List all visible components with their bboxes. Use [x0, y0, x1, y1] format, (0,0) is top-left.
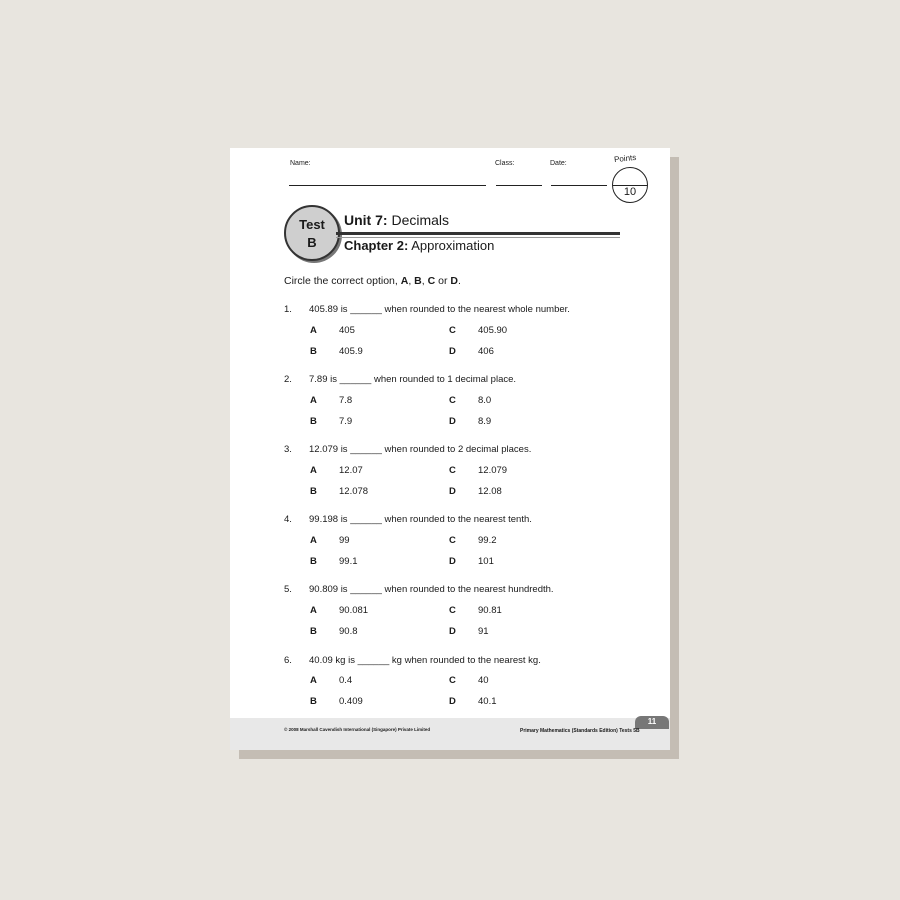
option-value: 405 [339, 325, 355, 336]
instruction-option-c: C [427, 275, 436, 287]
option-value: 405.90 [478, 325, 508, 336]
unit-name: Decimals [391, 212, 450, 228]
option-label[interactable]: A [310, 325, 317, 336]
option-value: 91 [478, 626, 489, 637]
option-label[interactable]: A [310, 465, 317, 476]
chapter-title [344, 238, 494, 253]
points-circle [612, 167, 648, 203]
points-label: Points [613, 152, 637, 165]
option-value: 101 [478, 556, 494, 567]
option-value: 12.07 [339, 465, 363, 476]
option-label[interactable]: C [449, 605, 456, 616]
question-text: 7.89 is ______ when rounded to 1 decimal place. [309, 374, 517, 385]
option-value: 7.9 [339, 416, 353, 427]
option-value: 8.0 [478, 395, 492, 406]
unit-title [344, 212, 449, 228]
option-label[interactable]: C [449, 535, 456, 546]
instruction-option-b: B [414, 275, 422, 287]
question-number: 2. [284, 374, 292, 385]
question-text: 40.09 kg is ______ kg when rounded to the nearest kg. [309, 655, 541, 666]
option-label[interactable]: A [310, 605, 317, 616]
question-text: 405.89 is ______ when rounded to the nearest whole number. [309, 304, 570, 315]
option-label[interactable]: D [449, 556, 456, 567]
option-label[interactable]: B [310, 346, 317, 357]
question-text: 12.079 is ______ when rounded to 2 decimal places. [309, 444, 532, 455]
unit-label: Unit 7: [344, 212, 388, 228]
option-value: 12.078 [339, 486, 369, 497]
option-value: 99 [339, 535, 350, 546]
option-value: 405.9 [339, 346, 363, 357]
class-label: Class: [495, 160, 515, 167]
date-line [551, 185, 607, 186]
worksheet-page [230, 148, 670, 750]
question-number: 6. [284, 655, 292, 666]
points-value: 10 [623, 186, 637, 198]
option-label[interactable]: D [449, 416, 456, 427]
option-value: 40.1 [478, 696, 497, 707]
question-text: 90.809 is ______ when rounded to the nearest hundredth. [309, 584, 554, 595]
instruction-sep3: or [435, 275, 451, 287]
option-value: 40 [478, 675, 489, 686]
instruction-option-d: D [450, 275, 458, 287]
option-label[interactable]: C [449, 465, 456, 476]
option-value: 12.08 [478, 486, 502, 497]
option-label[interactable]: D [449, 696, 456, 707]
option-label[interactable]: B [310, 556, 317, 567]
option-label[interactable]: B [310, 626, 317, 637]
question-number: 5. [284, 584, 292, 595]
option-label[interactable]: D [449, 486, 456, 497]
question-number: 3. [284, 444, 292, 455]
instruction-text [284, 275, 461, 287]
option-label[interactable]: C [449, 675, 456, 686]
instruction-option-a: A [400, 275, 409, 287]
badge-test-letter: B [307, 235, 317, 250]
chapter-name: Approximation [411, 238, 495, 253]
instruction-suffix: . [457, 275, 461, 287]
option-value: 90.081 [339, 605, 369, 616]
option-value: 0.4 [339, 675, 353, 686]
question-number: 4. [284, 514, 292, 525]
option-label[interactable]: B [310, 416, 317, 427]
copyright-text: © 2008 Marshall Cavendish International (Singapore) Private Limited [284, 727, 431, 732]
option-value: 7.8 [339, 395, 353, 406]
question-text: 99.198 is ______ when rounded to the nearest tenth. [309, 514, 532, 525]
class-line [496, 185, 542, 186]
badge-test-label: Test [299, 217, 325, 232]
test-badge [284, 205, 340, 261]
option-value: 406 [478, 346, 494, 357]
series-title: Primary Mathematics (Standards Edition) Tests 5B [520, 728, 640, 734]
option-label[interactable]: A [310, 395, 317, 406]
instruction-sep1: , [408, 275, 415, 287]
chapter-label: Chapter 2: [344, 238, 409, 253]
option-value: 90.81 [478, 605, 502, 616]
date-label: Date: [550, 160, 567, 167]
page-number: 11 [647, 717, 657, 726]
option-value: 99.1 [339, 556, 358, 567]
name-line [289, 185, 486, 186]
option-value: 90.8 [339, 626, 358, 637]
option-label[interactable]: B [310, 696, 317, 707]
option-label[interactable]: B [310, 486, 317, 497]
option-label[interactable]: C [449, 395, 456, 406]
page-footer [230, 718, 670, 750]
option-label[interactable]: C [449, 325, 456, 336]
question-number: 1. [284, 304, 292, 315]
instruction-sep2: , [421, 275, 428, 287]
option-label[interactable]: D [449, 626, 456, 637]
instruction-prefix: Circle the correct option, [284, 275, 401, 287]
title-rule [336, 232, 620, 235]
option-label[interactable]: D [449, 346, 456, 357]
name-label: Name: [290, 160, 311, 167]
option-value: 0.409 [339, 696, 363, 707]
option-label[interactable]: A [310, 675, 317, 686]
option-value: 99.2 [478, 535, 497, 546]
option-value: 12.079 [478, 465, 508, 476]
option-label[interactable]: A [310, 535, 317, 546]
option-value: 8.9 [478, 416, 492, 427]
